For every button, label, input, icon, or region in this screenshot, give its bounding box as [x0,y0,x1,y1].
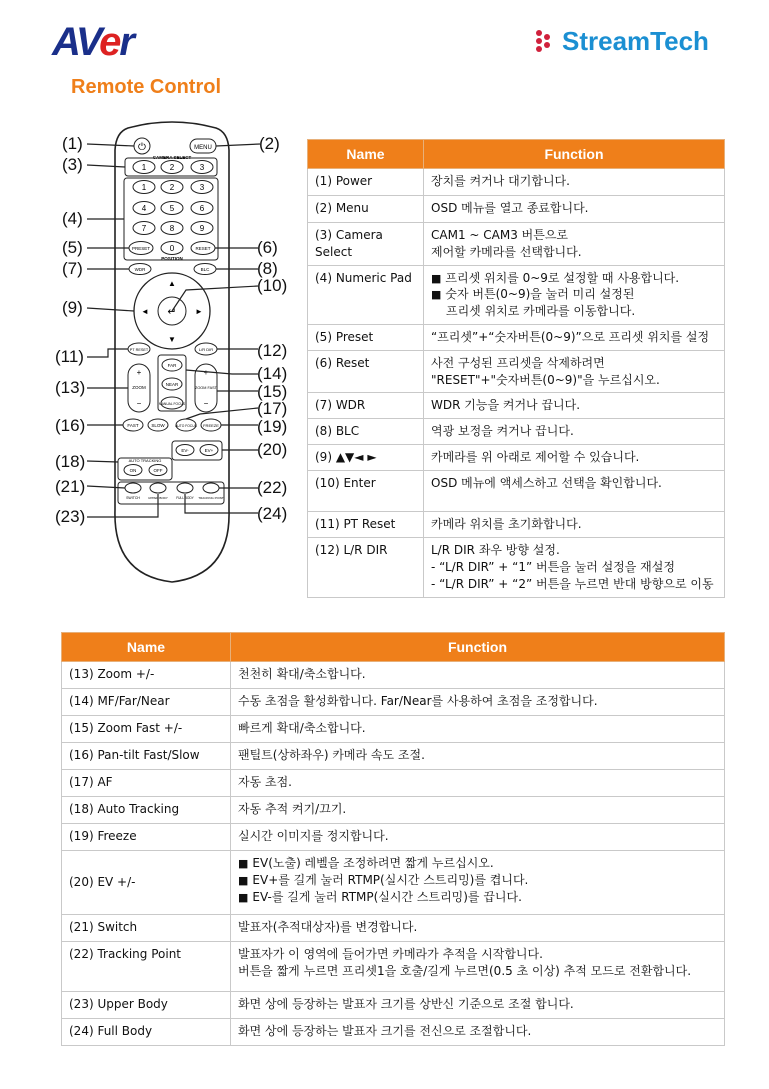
callout-11: (11) [55,347,84,366]
table-row: (24) Full Body 화면 상에 등장하는 발표자 크기를 전신으로 조절합니다. [62,1019,725,1046]
power-icon: ⏻ [138,142,146,153]
svg-text:2: 2 [169,163,175,172]
svg-text:EV-: EV- [181,448,189,453]
callout-22: (22) [257,478,288,497]
aver-logo: AVer [52,20,133,64]
svg-text:SLOW: SLOW [151,423,165,428]
callout-3: (3) [62,155,83,174]
svg-text:FREEZE: FREEZE [203,423,219,428]
callout-16: (16) [55,416,86,435]
svg-text:BLC: BLC [200,267,210,272]
table-row: (5) Preset “프리셋”+“숫자버튼(0~9)”으로 프리셋 위치를 설정 [308,324,725,350]
auto-tracking-label: AUTO TRACKING [128,458,162,463]
svg-text:ZOOM: ZOOM [132,385,146,390]
svg-text:+: + [203,368,209,377]
table-row: (9) ▲▼◄ ► 카메라를 위 아래로 제어할 수 있습니다. [308,445,725,471]
table-row: (18) Auto Tracking 자동 추적 켜기/끄기. [62,797,725,824]
svg-text:NEAR: NEAR [165,382,179,387]
callout-13: (13) [55,378,86,397]
table-row: (13) Zoom +/- 천천히 확대/축소합니다. [62,662,725,689]
svg-text:MANUAL FOCUS: MANUAL FOCUS [158,402,186,406]
callout-9: (9) [62,298,83,317]
menu-label: MENU [194,145,212,151]
svg-text:+: + [136,368,142,377]
svg-text:9: 9 [199,224,205,233]
svg-text:3: 3 [199,183,205,192]
switch-button [125,483,141,493]
position-label: POSITION [161,256,183,261]
table-row: (12) L/R DIR L/R DIR 좌우 방향 설정. - “L/R DIR” + “1” 버튼을 눌러 설정을 재설정 - “L/R DIR” + “2” 버튼을 누르면 반대 방향으로 이동 [308,538,725,597]
callout-18: (18) [55,452,86,471]
svg-text:4: 4 [141,204,147,213]
table-row: (8) BLC 역광 보정을 켜거나 끕니다. [308,419,725,445]
table-row: (15) Zoom Fast +/- 빠르게 확대/축소합니다. [62,716,725,743]
svg-text:6: 6 [199,204,205,213]
svg-text:8: 8 [169,224,175,233]
callout-23: (23) [55,507,86,526]
callout-1: (1) [62,134,83,153]
callout-4: (4) [62,209,83,228]
callout-21: (21) [55,477,86,496]
callout-8: (8) [257,259,278,278]
table-row: (7) WDR WDR 기능을 켜거나 끕니다. [308,393,725,419]
tracking-point-button [203,483,219,493]
svg-text:EV+: EV+ [204,448,214,453]
callout-15: (15) [257,382,288,401]
callout-14: (14) [257,364,288,383]
page-title: Remote Control [71,76,221,98]
numeric-keys [133,181,213,235]
svg-text:−: − [203,399,209,408]
streamtech-dots-icon [536,30,554,52]
full-body-button [177,483,193,493]
upper-body-button [150,483,166,493]
callout-6: (6) [257,238,278,257]
table-row: (6) Reset 사전 구성된 프리셋을 삭제하려면 "RESET"+"숫자버튼(0~9)"을 누르십시오. [308,350,725,393]
table-row: (3) Camera Select CAM1 ~ CAM3 버튼으로 제어할 카메라를 선택합니다. [308,223,725,266]
svg-text:WDR: WDR [134,267,146,272]
svg-text:UPPER BODY: UPPER BODY [148,496,168,500]
svg-text:ON: ON [129,468,137,473]
table-row: (11) PT Reset 카메라 위치를 초기화합니다. [308,512,725,538]
svg-text:PT RESET: PT RESET [129,348,149,352]
table-row: (10) Enter OSD 메뉴에 액세스하고 선택을 확인합니다. [308,471,725,512]
svg-text:TRACKING POINT: TRACKING POINT [198,496,224,500]
callout-12: (12) [257,341,288,360]
table-row: (1) Power 장치를 켜거나 대기합니다. [308,169,725,196]
table-row: (2) Menu OSD 메뉴를 열고 종료합니다. [308,196,725,223]
svg-text:FAR: FAR [167,363,177,368]
table-row: (16) Pan-tilt Fast/Slow 팬틸트(상하좌우) 카메라 속도 조절. [62,743,725,770]
svg-text:2: 2 [169,183,175,192]
callout-10: (10) [257,276,288,295]
table-row: (17) AF 자동 초점. [62,770,725,797]
table-row: (19) Freeze 실시간 이미지를 정지합니다. [62,824,725,851]
table-row: (14) MF/Far/Near 수동 초점을 활성화합니다. Far/Near를 사용하여 초점을 조정합니다. [62,689,725,716]
callout-7: (7) [62,259,83,278]
functions-table-2 [61,632,725,1046]
table-row: (20) EV +/- ■ EV(노출) 레벨을 조정하려면 짧게 누르십시오. ■ EV+를 길게 눌러 RTMP(실시간 스트리밍)를 켭니다. ■ EV-를 길게 눌러 RTMP(실시간 스트리밍)를 끕니다. [62,851,725,915]
svg-text:FULL BODY: FULL BODY [176,496,194,500]
table-row: (22) Tracking Point 발표자가 이 영역에 들어가면 카메라가 추적을 시작합니다. 버튼을 짧게 누르면 프리셋1을 호출/길게 누르면(0.5 초 이상) 추적 모드로 전환합니다. [62,942,725,992]
table-row: (4) Numeric Pad ■ 프리셋 위치를 0~9로 설정할 때 사용합니다. ■ 숫자 버튼(0~9)을 눌러 미리 설정된 프리셋 위치로 카메라를 이동합니다. [308,265,725,324]
svg-text:AUTO FOCUS: AUTO FOCUS [175,424,197,428]
up-arrow-icon: ▲ [168,279,176,288]
callout-20: (20) [257,440,288,459]
callout-19: (19) [257,417,288,436]
callout-2: (2) [259,134,280,153]
table1-head-name: Name [308,140,424,169]
table2-head-function: Function [231,633,725,662]
table1-head-function: Function [424,140,725,169]
svg-text:FAST: FAST [127,423,139,428]
svg-text:OFF: OFF [153,468,163,473]
svg-text:PRESET: PRESET [131,246,151,251]
table-row: (21) Switch 발표자(추적대상자)를 변경합니다. [62,915,725,942]
callout-24: (24) [257,504,288,523]
svg-text:5: 5 [169,204,175,213]
table2-head-name: Name [62,633,231,662]
svg-text:SWITCH: SWITCH [126,496,140,500]
svg-text:ZOOM FAST: ZOOM FAST [195,386,217,390]
svg-text:7: 7 [141,224,147,233]
right-arrow-icon: ► [195,307,203,316]
down-arrow-icon: ▼ [168,335,176,344]
functions-table-1 [307,139,725,598]
streamtech-logo: StreamTech [536,26,709,57]
callout-17: (17) [257,399,288,418]
svg-text:L/R DIR: L/R DIR [198,347,214,352]
camera-select-label: CAMERA SELECT [152,155,192,160]
callout-5: (5) [62,238,83,257]
remote-diagram [0,120,300,590]
left-arrow-icon: ◄ [141,307,149,316]
enter-icon: ↵ [167,306,177,318]
svg-text:1: 1 [141,183,147,192]
svg-text:−: − [136,399,142,408]
svg-text:1: 1 [141,163,147,172]
table-row: (23) Upper Body 화면 상에 등장하는 발표자 크기를 상반신 기준으로 조절 합니다. [62,992,725,1019]
svg-text:RESET: RESET [195,246,211,251]
svg-text:0: 0 [169,244,175,253]
svg-text:3: 3 [199,163,205,172]
